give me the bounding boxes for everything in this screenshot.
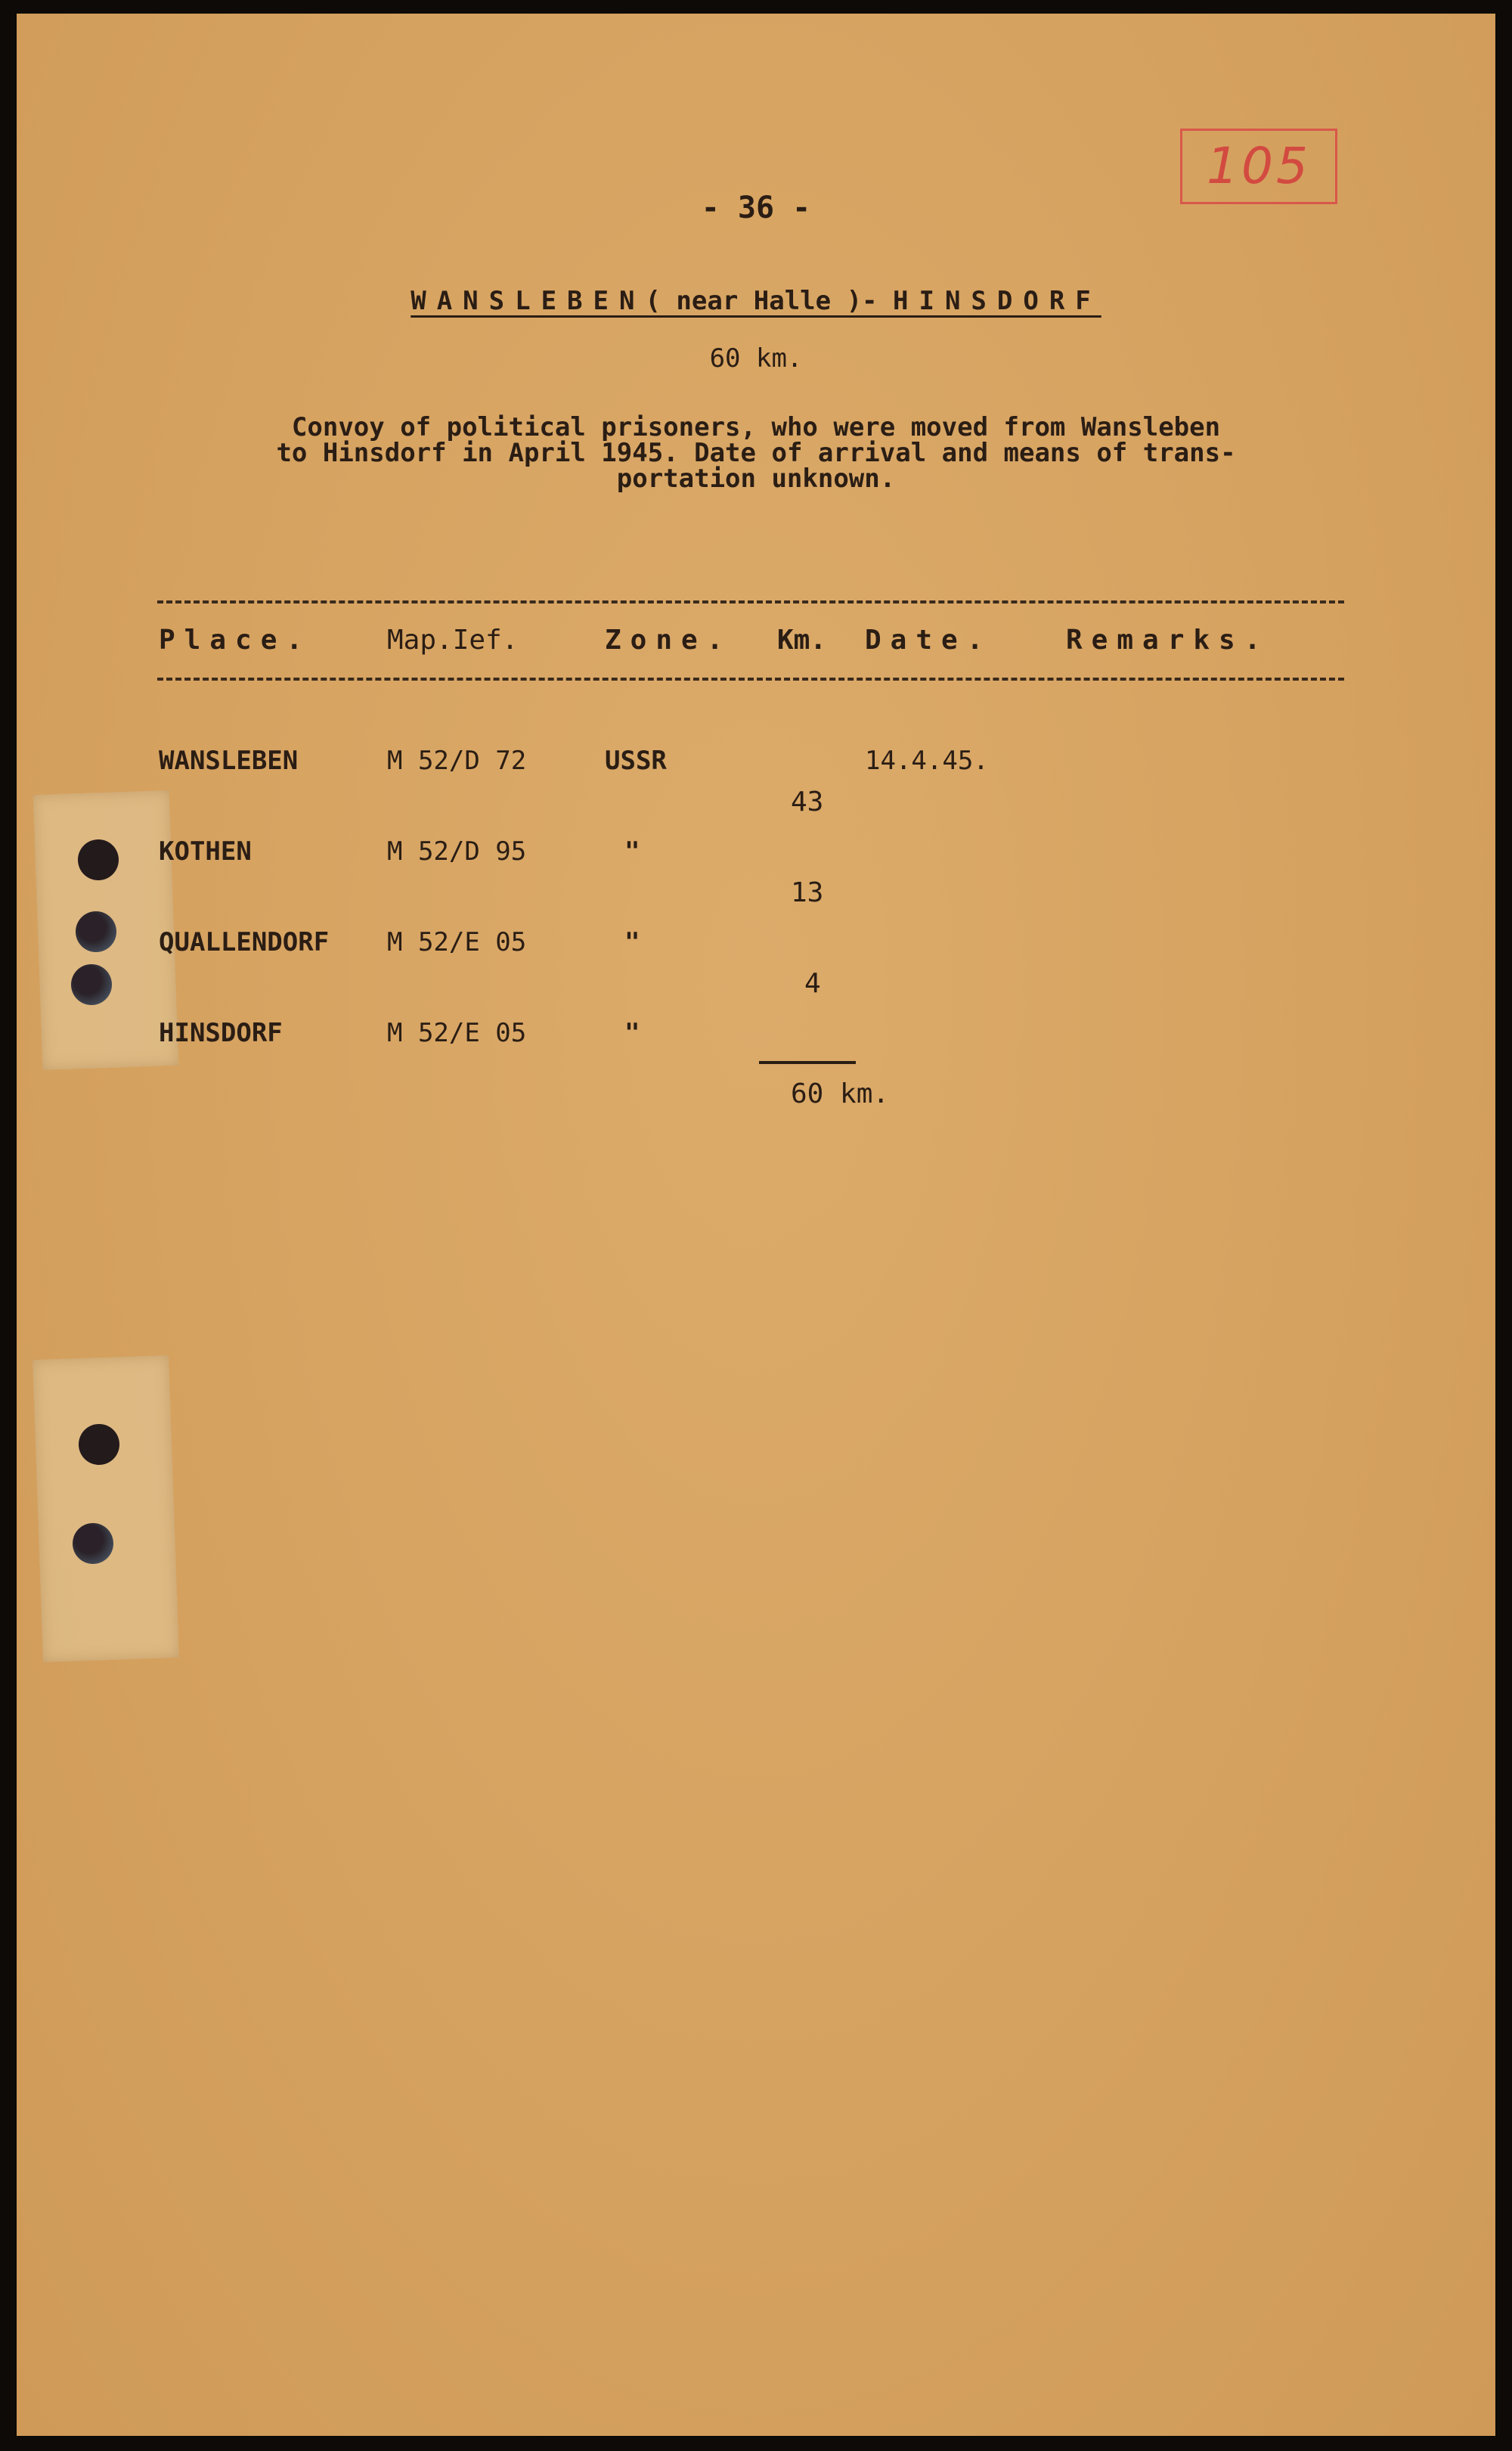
- table-top-rule: [157, 600, 1344, 603]
- leg-distance: 4: [804, 968, 821, 999]
- total-distance: 60 km.: [791, 1078, 890, 1109]
- intro-line: to Hinsdorf in April 1945. Date of arrival and means of trans-: [276, 438, 1236, 468]
- route-distance: 60 km.: [709, 343, 803, 374]
- punch-hole: [71, 964, 112, 1005]
- page-number: - 36 -: [701, 191, 811, 225]
- cell-place: HINSDORF: [159, 1018, 283, 1048]
- document-title: [0, 286, 1512, 316]
- cell-place: QUALLENDORF: [159, 927, 330, 957]
- binder-strip-lower: [33, 1355, 179, 1662]
- header-remarks: Remarks.: [1066, 625, 1270, 656]
- punch-hole: [78, 839, 119, 880]
- header-date: Date.: [865, 625, 993, 656]
- punch-hole: [76, 911, 116, 952]
- title-origin: WANSLEBEN: [411, 286, 646, 316]
- intro-paragraph: [0, 414, 1512, 492]
- cell-place: KOTHEN: [159, 836, 252, 867]
- document-page: [17, 14, 1495, 2436]
- header-mapref: Map.Ief.: [387, 625, 519, 656]
- intro-line: portation unknown.: [616, 464, 896, 494]
- header-place: Place.: [159, 625, 312, 656]
- header-km: Km.: [777, 625, 827, 656]
- title-note: ( near Halle )-: [645, 286, 878, 316]
- leg-distance: 13: [791, 877, 824, 908]
- title-destination: HINSDORF: [893, 286, 1101, 316]
- cell-date: 14.4.45.: [865, 746, 989, 776]
- header-zone: Zone.: [605, 625, 733, 656]
- punch-hole: [73, 1523, 113, 1564]
- archive-stamp: 105: [1180, 129, 1337, 204]
- cell-zone: ": [624, 836, 640, 867]
- intro-line: Convoy of political prisoners, who were moved from Wansleben: [291, 412, 1221, 442]
- cell-zone: USSR: [605, 746, 667, 776]
- cell-mapref: M 52/E 05: [387, 1018, 527, 1048]
- leg-distance: 43: [791, 786, 824, 818]
- cell-zone: ": [624, 927, 640, 957]
- table-header-rule: [157, 678, 1344, 681]
- cell-mapref: M 52/E 05: [387, 927, 527, 957]
- punch-hole: [79, 1424, 119, 1465]
- cell-place: WANSLEBEN: [159, 746, 299, 776]
- cell-mapref: M 52/D 95: [387, 836, 527, 867]
- sum-rule: [759, 1061, 856, 1064]
- cell-mapref: M 52/D 72: [387, 746, 527, 776]
- cell-zone: ": [624, 1018, 640, 1048]
